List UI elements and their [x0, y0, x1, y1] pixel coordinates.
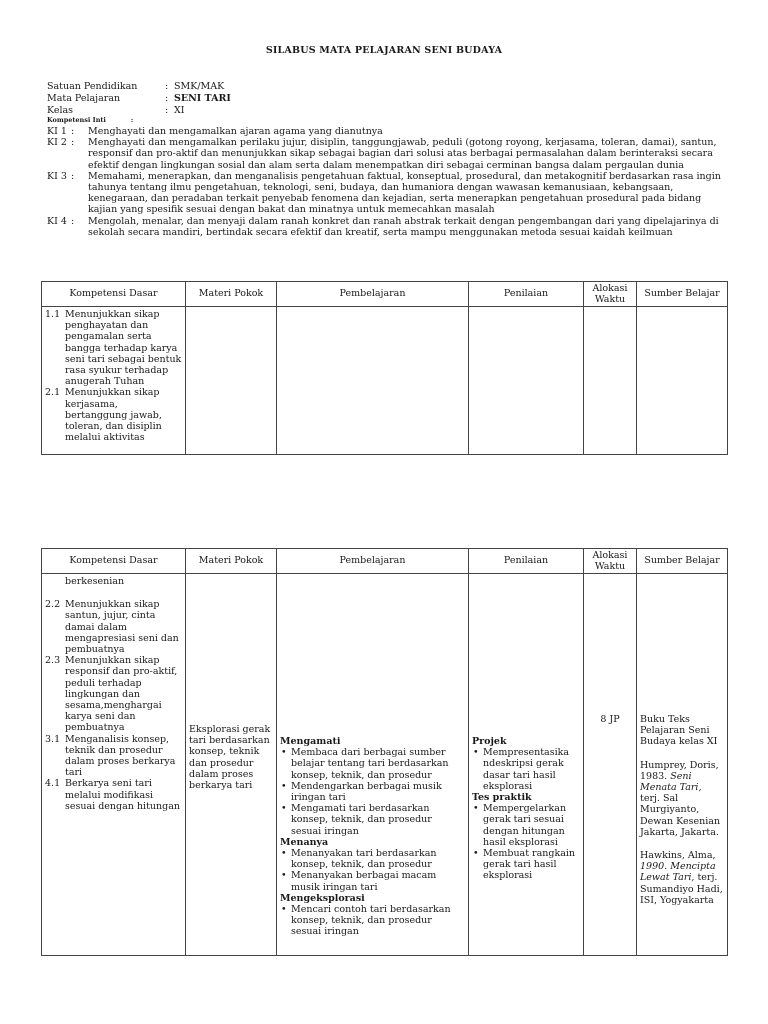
- list-item: • Mengamati tari berdasarkan konsep, teknik, dan prosedur sesuai iringan: [280, 803, 465, 837]
- header-kompetensi-dasar: Kompetensi Dasar: [42, 282, 186, 307]
- list-item: • Menanyakan berbagai macam musik iringan tari: [280, 870, 465, 892]
- header-pembelajaran: Pembelajaran: [277, 549, 469, 574]
- identity-label: Mata Pelajaran: [47, 93, 121, 104]
- penilaian-heading: Tes praktik: [472, 792, 532, 804]
- kd-item: 2.3 Menunjukkan sikap responsif dan pro-aktif, peduli terhadap lingkungan dan sesama,menghargai karya seni dan pembuatnya: [45, 655, 178, 734]
- ki-code: KI 4: [47, 215, 67, 227]
- ki-code: KI 1: [47, 126, 67, 137]
- kd-cell: [42, 574, 186, 956]
- silabus-table-1: [41, 281, 728, 455]
- pembelajaran-cell: [277, 307, 469, 455]
- ki-text: Menghayati dan mengamalkan ajaran agama yang dianutnya: [88, 126, 383, 137]
- list-item: • Mempresentasika ndeskripsi gerak dasar tari hasil eksplorasi: [472, 747, 580, 792]
- list-item: • Membaca dari berbagai sumber belajar tentang tari berdasarkan konsep, teknik, dan prosedur: [280, 747, 465, 781]
- alokasi-cell: [584, 574, 637, 956]
- sumber-item: Humprey, Doris, 1983. Seni Menata Tari, terj. Sal Murgiyanto, Dewan Kesenian Jakarta, Jakarta.: [640, 759, 721, 838]
- identity-value: XI: [174, 105, 185, 116]
- identity-row-satuan: Satuan Pendidikan : SMK/MAK: [47, 81, 225, 92]
- ki-text: Memahami, menerapkan, dan menganalisis pengetahuan faktual, konseptual, prosedural, dan metakognitif berdasarkan rasa ingin tahunya tentang ilmu pengetahuan, teknologi, seni, budaya, dan humaniora dengan wawasan kemanusiaan, kebangsaan, kenegaraan, dan peradaban terkait penyebab fenomena dan kejadian, serta menerapkan pengetahuan prosedural pada bidang kajian yang spesifik sesuai dengan bakat dan minatnya untuk memecahkan masalah: [88, 170, 721, 216]
- sumber-cell: [637, 307, 728, 455]
- kd-item: 4.1 Berkarya seni tari melalui modifikasi sesuai dengan hitungan: [45, 778, 180, 812]
- pembelajaran-list: [280, 747, 465, 837]
- pembelajaran-heading: Mengeksplorasi: [280, 892, 365, 904]
- ki-text: Mengolah, menalar, dan menyaji dalam ranah konkret dan ranah abstrak terkait dengan pengembangan dari yang dipelajarinya di sekolah secara mandiri, bertindak secara efektif dan kreatif, serta mampu menggunakan metoda sesuai kaidah keilmuan: [88, 215, 719, 238]
- sumber-item: Hawkins, Alma, 1990. Mencipta Lewat Tari, terj. Sumandiyo Hadi, ISI, Yogyakarta: [640, 850, 723, 906]
- alokasi-value: 8 JP: [600, 714, 620, 725]
- header-penilaian: Penilaian: [469, 549, 584, 574]
- materi-text: Eksplorasi gerak tari berdasarkan konsep, teknik dan prosedur dalam proses berkarya tari: [189, 724, 271, 792]
- header-alokasi-waktu: Alokasi Waktu: [584, 282, 637, 307]
- kd-continuation: berkesenian: [65, 576, 125, 587]
- silabus-table-2: [41, 548, 728, 956]
- kd-item: 1.1 Menunjukkan sikap penghayatan dan pengamalan serta bangga terhadap karya seni tari sebagai bentuk rasa syukur terhadap anugerah Tuhan: [45, 309, 182, 388]
- header-penilaian: Penilaian: [469, 282, 584, 307]
- ki-item: KI 2 : Menghayati dan mengamalkan perilaku jujur, disiplin, tanggungjawab, peduli (gotong royong, kerjasama, toleran, damai), santun, responsif dan pro-aktif dan menunjukkan sikap sebagai bagian dari solusi atas berbagai permasalahan dalam berinteraksi secara efektif dengan lingkungan sosial dan alam serta dalam menempatkan diri sebagai cerminan bangsa dalam pergaulan dunia: [47, 137, 727, 171]
- header-sumber-belajar: Sumber Belajar: [637, 282, 728, 307]
- header-materi-pokok: Materi Pokok: [186, 549, 277, 574]
- identity-block: [47, 81, 727, 238]
- pembelajaran-list: [280, 848, 465, 893]
- table-header-row: [42, 549, 728, 574]
- materi-cell: [186, 574, 277, 956]
- list-item: • Membuat rangkain gerak tari hasil eksplorasi: [472, 848, 580, 882]
- list-item: • Mendengarkan berbagai musik iringan tari: [280, 781, 465, 803]
- pembelajaran-cell: [277, 574, 469, 956]
- penilaian-list: [472, 803, 580, 881]
- penilaian-list: [472, 747, 580, 792]
- pembelajaran-list: [280, 904, 465, 938]
- identity-label: Satuan Pendidikan: [47, 81, 138, 92]
- table-row: [42, 307, 728, 455]
- identity-label: Kelas: [47, 105, 74, 116]
- header-kompetensi-dasar: Kompetensi Dasar: [42, 549, 186, 574]
- ki-code: KI 3: [47, 170, 67, 182]
- kd-item: 3.1 Menganalisis konsep, teknik dan prosedur dalam proses berkarya tari: [45, 733, 176, 779]
- alokasi-cell: [584, 307, 637, 455]
- ki-text: Menghayati dan mengamalkan perilaku jujur, disiplin, tanggungjawab, peduli (gotong royong, kerjasama, toleran, damai), santun, responsif dan pro-aktif dan menunjukkan sikap sebagai bagian dari solusi atas berbagai permasalahan dalam berinteraksi secara efektif dengan lingkungan sosial dan alam serta dalam menempatkan diri sebagai cerminan bangsa dalam pergaulan dunia: [88, 137, 717, 171]
- materi-cell: [186, 307, 277, 455]
- ki-item: KI 4 : Mengolah, menalar, dan menyaji dalam ranah konkret dan ranah abstrak terkait dengan pengembangan dari yang dipelajarinya di sekolah secara mandiri, bertindak secara efektif dan kreatif, serta mampu menggunakan metoda sesuai kaidah keilmuan: [47, 216, 727, 238]
- header-sumber-belajar: Sumber Belajar: [637, 549, 728, 574]
- pembelajaran-heading: Menanya: [280, 836, 329, 848]
- ki-code: KI 2: [47, 137, 67, 149]
- identity-row-kelas: Kelas : XI: [47, 105, 185, 116]
- header-alokasi-waktu: Alokasi Waktu: [584, 549, 637, 574]
- ki-item: KI 1 : Menghayati dan mengamalkan ajaran agama yang dianutnya: [47, 126, 727, 137]
- identity-value: SMK/MAK: [174, 81, 225, 92]
- table-header-row: [42, 282, 728, 307]
- penilaian-cell: [469, 307, 584, 455]
- list-item: • Mempergelarkan gerak tari sesuai dengan hitungan hasil eksplorasi: [472, 803, 580, 848]
- list-item: • Mencari contoh tari berdasarkan konsep, teknik, dan prosedur sesuai iringan: [280, 904, 465, 938]
- list-item: • Menanyakan tari berdasarkan konsep, teknik, dan prosedur: [280, 848, 465, 870]
- identity-value: SENI TARI: [174, 93, 231, 104]
- penilaian-cell: [469, 574, 584, 956]
- penilaian-heading: Projek: [472, 736, 507, 747]
- header-materi-pokok: Materi Pokok: [186, 282, 277, 307]
- header-pembelajaran: Pembelajaran: [277, 282, 469, 307]
- sumber-cell: [637, 574, 728, 956]
- kd-cell: [42, 307, 186, 455]
- kd-item: 2.1 Menunjukkan sikap kerjasama, bertanggung jawab, toleran, dan disiplin melalui aktivitas: [45, 387, 162, 444]
- identity-row-mapel: Mata Pelajaran : SENI TARI: [47, 93, 231, 104]
- table-row: [42, 574, 728, 956]
- kd-item: 2.2 Menunjukkan sikap santun, jujur, cinta damai dalam mengapresiasi seni dan pembuatnya: [45, 599, 179, 656]
- sumber-item: Buku Teks Pelajaran Seni Budaya kelas XI: [640, 714, 718, 748]
- ki-section-label: Kompetensi Inti :: [47, 116, 134, 124]
- document-title: SILABUS MATA PELAJARAN SENI BUDAYA: [265, 45, 503, 56]
- pembelajaran-heading: Mengamati: [280, 736, 341, 747]
- ki-item: KI 3 : Memahami, menerapkan, dan menganalisis pengetahuan faktual, konseptual, prosedural, dan metakognitif berdasarkan rasa ingin tahunya tentang ilmu pengetahuan, teknologi, seni, budaya, dan humaniora dengan wawasan kemanusiaan, kebangsaan, kenegaraan, dan peradaban terkait penyebab fenomena dan kejadian, serta menerapkan pengetahuan prosedural pada bidang kajian yang spesifik sesuai dengan bakat dan minatnya untuk memecahkan masalah: [47, 171, 727, 216]
